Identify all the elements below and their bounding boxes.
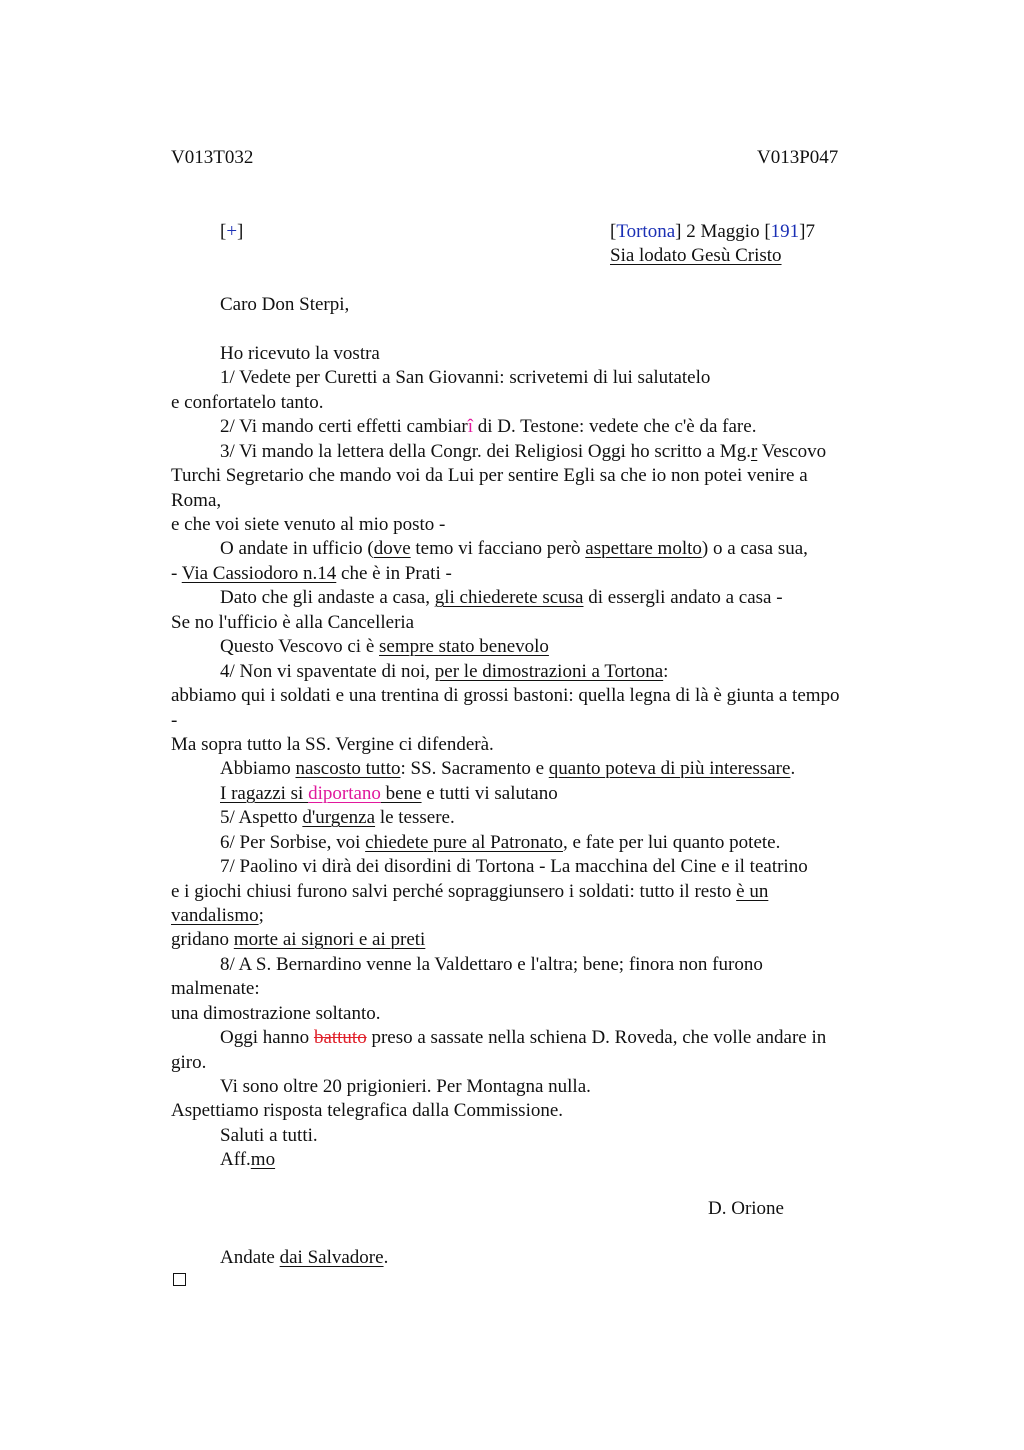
body-line: giro.: [171, 1052, 207, 1073]
body-line: 5/ Aspetto d'urgenza le tessere.: [220, 807, 455, 828]
greeting-line: Sia lodato Gesù Cristo: [610, 245, 782, 266]
salutation: Caro Don Sterpi,: [220, 294, 350, 315]
body-line: 8/ A S. Bernardino venne la Valdettaro e l'altra; bene; finora non furono: [220, 954, 763, 975]
date-text: 2 Maggio: [686, 221, 760, 242]
body-line: Questo Vescovo ci è sempre stato benevolo: [220, 636, 549, 657]
body-line: Ma sopra tutto la SS. Vergine ci difenderà.: [171, 734, 494, 755]
year-end: 7: [805, 221, 815, 242]
body-line: 1/ Vedete per Curetti a San Giovanni: scrivetemi di lui salutatelo: [220, 367, 711, 388]
postscript: Andate dai Salvadore.: [220, 1247, 389, 1268]
body-line: Se no l'ufficio è alla Cancelleria: [171, 612, 415, 633]
place-name: Tortona: [616, 221, 676, 242]
body-line: una dimostrazione soltanto.: [171, 1003, 381, 1024]
body-line: Dato che gli andaste a casa, gli chiederete scusa di essergli andato a casa -: [220, 587, 783, 608]
body-line: - Via Cassiodoro n.14 che è in Prati -: [171, 563, 452, 584]
body-line: Abbiamo nascosto tutto: SS. Sacramento e quanto poteva di più interessare.: [220, 758, 796, 779]
body-line: Ho ricevuto la vostra: [220, 343, 380, 364]
body-line: Roma,: [171, 490, 222, 511]
body-line: 3/ Vi mando la lettera della Congr. dei Religiosi Oggi ho scritto a Mg.r Vescovo: [220, 441, 827, 462]
body-line: 7/ Paolino vi dirà dei disordini di Tortona - La macchina del Cine e il teatrino: [220, 856, 808, 877]
body-line: 6/ Per Sorbise, voi chiedete pure al Patronato, e fate per lui quanto potete.: [220, 832, 781, 853]
body-line: malmenate:: [171, 978, 260, 999]
body-line: Aff.mo: [220, 1149, 276, 1170]
body-line: 4/ Non vi spaventate di noi, per le dimostrazioni a Tortona:: [220, 661, 669, 682]
body-line: Aspettiamo risposta telegrafica dalla Commissione.: [171, 1100, 564, 1121]
body-line: Saluti a tutti.: [220, 1125, 318, 1146]
year-bracket: 191: [770, 221, 800, 242]
deleted-word: battuto: [313, 1027, 367, 1048]
body-line: e i giochi chiusi furono salvi perché sopraggiunsero i soldati: tutto il resto è un: [171, 881, 769, 902]
body-line: abbiamo qui i soldati e una trentina di grossi bastoni: quella legna di là è giunta a tempo: [171, 685, 840, 706]
signature: D. Orione: [708, 1198, 784, 1219]
document-code-left: V013T032: [171, 147, 254, 168]
body-line: vandalismo;: [171, 905, 264, 926]
body-line: Vi sono oltre 20 prigionieri. Per Montagna nulla.: [220, 1076, 591, 1097]
cross-symbol: +: [226, 221, 238, 242]
body-line: e che voi siete venuto al mio posto -: [171, 514, 446, 535]
document-code-right: V013P047: [757, 147, 839, 168]
body-line: Turchi Segretario che mando voi da Lui per sentire Egli sa che io non potei venire a: [171, 465, 808, 486]
body-line: -: [171, 710, 178, 731]
body-line: O andate in ufficio (dove temo vi facciano però aspettare molto) o a casa sua,: [220, 538, 808, 559]
body-line: gridano morte ai signori e ai preti: [171, 929, 426, 950]
date-line: [Tortona] 2 Maggio [191]7: [610, 221, 815, 242]
body-line: Oggi hanno battuto preso a sassate nella schiena D. Roveda, che volle andare in: [220, 1027, 827, 1048]
body-line: I ragazzi si diportano bene e tutti vi salutano: [220, 783, 558, 804]
body-line: 2/ Vi mando certi effetti cambiarî di D. Testone: vedete che c'è da fare.: [220, 416, 757, 437]
end-marker-box-icon: [173, 1273, 186, 1286]
cross-mark: [+]: [220, 221, 244, 242]
body-line: e confortatelo tanto.: [171, 392, 324, 413]
